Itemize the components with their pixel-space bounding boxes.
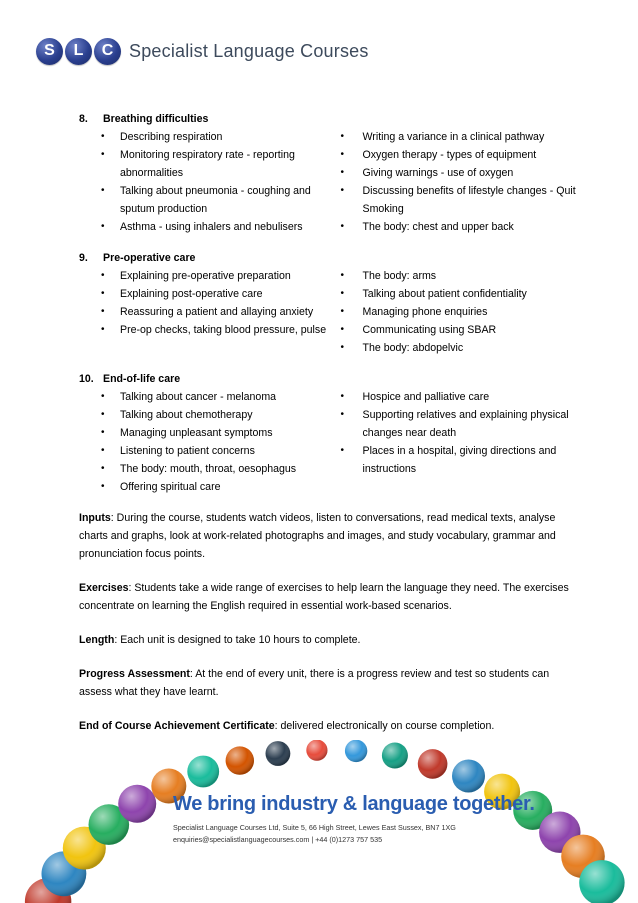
unit-title-text: End-of-life care bbox=[103, 373, 181, 385]
unit-section bbox=[79, 370, 579, 496]
bullet-icon: • bbox=[101, 409, 105, 420]
unit-title bbox=[79, 110, 579, 128]
list-item-text: The body: chest and upper back bbox=[362, 221, 514, 233]
bullet-icon: • bbox=[101, 288, 105, 299]
detail-text: : Students take a wide range of exercises to help learn the language they need. The exercises concentrate on learning the English required in essential work-based scenarios. bbox=[79, 582, 569, 612]
list-item bbox=[101, 146, 341, 182]
logo-letter-l: L bbox=[65, 38, 92, 65]
bullet-icon: • bbox=[340, 270, 345, 281]
globe-shading bbox=[306, 740, 327, 761]
bullet-icon: • bbox=[101, 481, 105, 492]
course-details bbox=[79, 509, 579, 735]
list-item bbox=[341, 164, 580, 182]
list-item bbox=[341, 321, 580, 339]
detail-label: Length bbox=[79, 634, 115, 646]
list-item-text: Offering spiritual care bbox=[120, 481, 221, 493]
bullet-icon: • bbox=[101, 324, 105, 335]
document-body bbox=[79, 110, 579, 751]
topic-list-left bbox=[101, 128, 341, 236]
detail-text: : At the end of every unit, there is a progress review and test so students can assess what they have learnt. bbox=[79, 668, 550, 698]
globe-shading bbox=[118, 785, 156, 823]
unit-title bbox=[79, 249, 579, 267]
topic-list-right bbox=[341, 267, 580, 357]
list-item bbox=[101, 478, 341, 496]
globe-shading bbox=[266, 741, 291, 766]
detail-paragraph bbox=[79, 665, 579, 701]
list-item-text: Oxygen therapy - types of equipment bbox=[362, 149, 537, 161]
detail-text: : Each unit is designed to take 10 hours to complete. bbox=[114, 634, 361, 646]
list-item-text: The body: mouth, throat, oesophagus bbox=[120, 463, 297, 475]
globe-shading bbox=[418, 749, 448, 779]
list-item-text: Giving warnings - use of oxygen bbox=[362, 167, 514, 179]
topic-list-right bbox=[341, 128, 580, 236]
list-item bbox=[341, 182, 580, 218]
bullet-icon: • bbox=[340, 131, 345, 142]
unit-number: 10. bbox=[79, 373, 94, 385]
bullet-icon: • bbox=[101, 306, 105, 317]
list-item-text: Asthma - using inhalers and nebulisers bbox=[120, 221, 303, 233]
bullet-icon: • bbox=[340, 342, 345, 353]
list-item bbox=[341, 146, 580, 164]
detail-label: Inputs bbox=[79, 512, 111, 524]
list-item bbox=[341, 339, 580, 357]
bullet-icon: • bbox=[340, 306, 345, 317]
list-item-text: Explaining pre-operative preparation bbox=[120, 270, 291, 282]
bullet-icon: • bbox=[340, 185, 345, 196]
list-item bbox=[341, 285, 580, 303]
logo-letter-s: S bbox=[36, 38, 63, 65]
logo-letter-c: C bbox=[94, 38, 121, 65]
unit-title-text: Pre-operative care bbox=[103, 252, 196, 264]
list-item-text: The body: arms bbox=[362, 270, 437, 282]
list-item-text: Communicating using SBAR bbox=[362, 324, 497, 336]
list-item bbox=[101, 285, 341, 303]
list-item-text: Writing a variance in a clinical pathway bbox=[362, 131, 545, 143]
list-item bbox=[341, 388, 580, 406]
bullet-icon: • bbox=[340, 288, 345, 299]
list-item bbox=[101, 218, 341, 236]
list-item bbox=[101, 406, 341, 424]
bullet-icon: • bbox=[340, 167, 345, 178]
list-item-text: Discussing benefits of lifestyle changes - Quit Smoking bbox=[362, 185, 576, 215]
bullet-icon: • bbox=[340, 445, 345, 456]
list-item-text: Reassuring a patient and allaying anxiety bbox=[120, 306, 314, 318]
list-item-text: Listening to patient concerns bbox=[120, 445, 255, 457]
detail-text: : During the course, students watch videos, listen to conversations, read medical texts, analyse charts and graphs, look at work-related photographs and images, and study vocabulary, grammar and pronunciation focus points. bbox=[79, 512, 556, 560]
unit-number: 8. bbox=[79, 113, 88, 125]
bullet-icon: • bbox=[101, 427, 105, 438]
detail-label: Exercises bbox=[79, 582, 129, 594]
list-item bbox=[101, 267, 341, 285]
detail-paragraph bbox=[79, 717, 579, 735]
bullet-icon: • bbox=[101, 391, 105, 402]
list-item bbox=[341, 442, 580, 478]
list-item-text: The body: abdopelvic bbox=[362, 342, 464, 354]
bullet-icon: • bbox=[340, 149, 345, 160]
bullet-icon: • bbox=[101, 149, 105, 160]
list-item bbox=[101, 321, 341, 339]
list-item bbox=[101, 303, 341, 321]
list-item-text: Managing phone enquiries bbox=[362, 306, 488, 318]
list-item-text: Monitoring respiratory rate - reporting abnormalities bbox=[120, 149, 295, 179]
list-item-text: Talking about cancer - melanoma bbox=[120, 391, 277, 403]
list-item-text: Talking about pneumonia - coughing and sputum production bbox=[120, 185, 311, 215]
address-line: Specialist Language Courses Ltd, Suite 5, 66 High Street, Lewes East Sussex, BN7 1XG bbox=[173, 823, 456, 832]
bullet-icon: • bbox=[101, 131, 105, 142]
bullet-icon: • bbox=[101, 445, 105, 456]
globe-shading bbox=[226, 746, 254, 774]
bullet-icon: • bbox=[101, 270, 105, 281]
bullet-icon: • bbox=[101, 463, 105, 474]
list-item bbox=[101, 460, 341, 478]
list-item-text: Talking about patient confidentiality bbox=[362, 288, 527, 300]
list-item bbox=[101, 128, 341, 146]
tagline: We bring industry & language together. bbox=[173, 793, 535, 815]
detail-paragraph bbox=[79, 631, 579, 649]
bullet-icon: • bbox=[340, 409, 345, 420]
list-item bbox=[101, 182, 341, 218]
list-item bbox=[101, 388, 341, 406]
detail-label: Progress Assessment bbox=[79, 668, 190, 680]
list-item-text: Managing unpleasant symptoms bbox=[120, 427, 273, 439]
list-item bbox=[101, 424, 341, 442]
detail-text: : delivered electronically on course completion. bbox=[274, 720, 495, 732]
topic-list-left bbox=[101, 388, 341, 496]
detail-paragraph bbox=[79, 509, 579, 563]
list-item bbox=[341, 218, 580, 236]
list-item bbox=[341, 406, 580, 442]
list-item-text: Supporting relatives and explaining physical changes near death bbox=[362, 409, 569, 439]
globe-shading bbox=[452, 760, 485, 793]
detail-label: End of Course Achievement Certificate bbox=[79, 720, 275, 732]
course-units bbox=[79, 110, 579, 496]
topic-list-right bbox=[341, 388, 580, 496]
bullet-icon: • bbox=[101, 185, 105, 196]
globe-shading bbox=[382, 743, 408, 769]
unit-number: 9. bbox=[79, 252, 88, 264]
unit-section bbox=[79, 110, 579, 236]
list-item-text: Describing respiration bbox=[120, 131, 223, 143]
globe-shading bbox=[345, 740, 367, 762]
list-item-text: Places in a hospital, giving directions and instructions bbox=[362, 445, 557, 475]
company-logo bbox=[36, 36, 369, 66]
bullet-icon: • bbox=[340, 391, 345, 402]
contact-line: enquiries@specialistlanguagecourses.com | +44 (0)1273 757 535 bbox=[173, 835, 383, 844]
bullet-icon: • bbox=[340, 221, 345, 232]
contact-details bbox=[173, 822, 456, 846]
list-item bbox=[341, 128, 580, 146]
unit-section bbox=[79, 249, 579, 357]
list-item-text: Talking about chemotherapy bbox=[120, 409, 253, 421]
unit-title-text: Breathing difficulties bbox=[103, 113, 209, 125]
unit-title bbox=[79, 370, 579, 388]
list-item bbox=[341, 303, 580, 321]
detail-paragraph bbox=[79, 579, 579, 615]
list-item bbox=[341, 267, 580, 285]
topic-list-left bbox=[101, 267, 341, 357]
list-item bbox=[101, 442, 341, 460]
list-item-text: Hospice and palliative care bbox=[362, 391, 490, 403]
list-item-text: Explaining post-operative care bbox=[120, 288, 263, 300]
bullet-icon: • bbox=[101, 221, 105, 232]
globe-shading bbox=[187, 756, 219, 788]
company-name: Specialist Language Courses bbox=[129, 40, 369, 61]
bullet-icon: • bbox=[340, 324, 345, 335]
list-item-text: Pre-op checks, taking blood pressure, pulse bbox=[120, 324, 327, 336]
